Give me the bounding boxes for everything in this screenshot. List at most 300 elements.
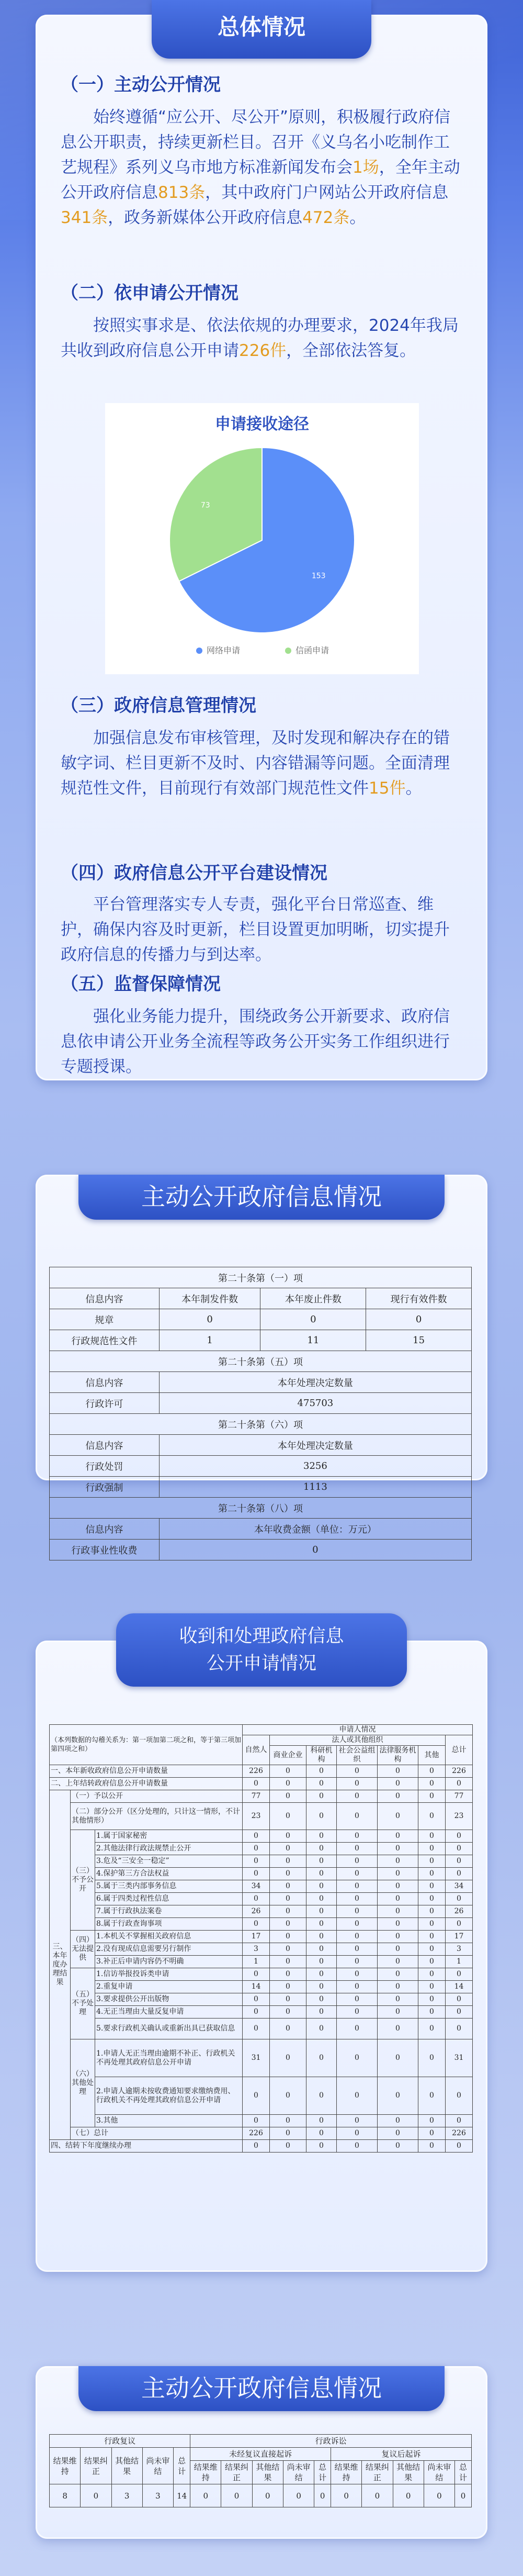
table-cell: 0 <box>378 1830 418 1843</box>
table-cell: 0 <box>337 2019 378 2039</box>
table-cell: 0 <box>446 1868 473 1880</box>
review-title-text: 主动公开政府信息情况 <box>141 2374 382 2402</box>
row-label: 6.属于四类过程性信息 <box>95 1893 243 1905</box>
row-label: 3.其他 <box>95 2115 243 2127</box>
table-cell: 0 <box>243 1868 270 1880</box>
legend-marker <box>196 648 202 654</box>
table-header: 社会公益组织 <box>337 1746 378 1765</box>
table-cell: 1 <box>446 1956 473 1968</box>
table-cell: 0 <box>418 1918 446 1931</box>
highlight-number: 813条 <box>158 183 206 202</box>
table-cell: 0 <box>337 1855 378 1868</box>
table-header: 法律服务机构 <box>378 1746 418 1765</box>
art20-8-header: 第二十条第（八）项 <box>50 1498 472 1519</box>
table-cell: 15 <box>366 1330 472 1351</box>
section-heading-3: （三）政府信息管理情况 <box>61 695 256 716</box>
table-cell: 1113 <box>159 1477 471 1498</box>
table-cell: 8 <box>50 2484 81 2507</box>
table-cell: 0 <box>270 2019 306 2039</box>
table-cell: 0 <box>418 1893 446 1905</box>
paragraph-text: 始终遵循“应公开、尽公开”原则，积极履行政府信息公开职责，持续更新栏目。召开《义乌名小吃制作工艺规程》系列义乌市地方标准新闻发布会 <box>61 108 451 177</box>
table-cell: 475703 <box>159 1393 471 1414</box>
table-cell: 0 <box>81 2484 111 2507</box>
row-label: 8.属于行政查询事项 <box>95 1918 243 1931</box>
row-label: （二）部分公开（区分处理的，只计这一情形，不计其他情形） <box>71 1803 243 1830</box>
table-cell: 0 <box>337 1956 378 1968</box>
table-row <box>50 1968 473 1981</box>
table-cell: 0 <box>378 2127 418 2140</box>
table-cell: 3 <box>243 1943 270 1956</box>
row-label: 四、结转下年度继续办理 <box>50 2140 243 2153</box>
table-cell: 0 <box>243 2077 270 2115</box>
table-row <box>50 1931 473 1943</box>
paragraph-text: 加强信息发布审核管理，及时发现和解决存在的错敏字词、栏目更新不及时、内容错漏等问题。全面清理规范性文件，目前现行有效部门规范性文件 <box>61 729 450 798</box>
table-cell: 23 <box>243 1803 270 1830</box>
table-cell: 0 <box>446 1993 473 2006</box>
section-heading-4: （四）政府信息公开平台建设情况 <box>61 863 327 884</box>
table-row <box>50 1981 473 1993</box>
table-cell: 226 <box>446 2127 473 2140</box>
row-label: 2.重复申请 <box>95 1981 243 1993</box>
table-cell: 0 <box>306 2127 337 2140</box>
table-cell: 0 <box>366 1309 472 1330</box>
highlight-number: 226件 <box>239 341 287 360</box>
paragraph-text: 按照实事求是、依法依规的办理要求，2024年我局共收到政府信息公开申请 <box>61 316 459 360</box>
table-cell: 77 <box>446 1790 473 1803</box>
table-row <box>50 1943 473 1956</box>
table-header: 商业企业 <box>270 1746 306 1765</box>
table-header: 现行有效件数 <box>366 1288 472 1309</box>
group-label: （四）无法提供 <box>71 1931 95 1968</box>
table-header: 信息内容 <box>50 1519 160 1540</box>
table-cell: 0 <box>270 2127 306 2140</box>
table-cell: 行政处罚 <box>50 1456 160 1477</box>
table-row <box>50 2019 473 2039</box>
table-cell: 0 <box>378 1956 418 1968</box>
paragraph-text: 强化业务能力提升，围绕政务公开新要求、政府信息依申请公开业务全流程等政务公开实务工作组织进行专题授课。 <box>61 1007 450 1076</box>
table-cell: 0 <box>446 2077 473 2115</box>
table-header: 本年废止件数 <box>260 1288 366 1309</box>
table-cell: 0 <box>418 2019 446 2039</box>
table-row <box>50 2127 473 2140</box>
table-cell: 0 <box>270 1968 306 1981</box>
table-cell: 0 <box>378 1905 418 1918</box>
table-header: 未经复议直接起诉 <box>190 2448 331 2461</box>
table-header: 其他 <box>418 1746 446 1765</box>
table-header: 其他结果 <box>111 2448 142 2484</box>
table-cell: 0 <box>378 1993 418 2006</box>
overview-panel <box>36 15 487 1080</box>
row-label: 4.保护第三方合法权益 <box>95 1868 243 1880</box>
table-cell: 0 <box>378 2019 418 2039</box>
table-cell: 0 <box>270 2140 306 2153</box>
table-cell: 31 <box>243 2039 270 2077</box>
review-title <box>78 2366 445 2411</box>
row-label: 2.没有现成信息需要另行制作 <box>95 1943 243 1956</box>
table-cell: 0 <box>418 2115 446 2127</box>
table-cell: 3 <box>111 2484 142 2507</box>
table-cell: 0 <box>270 1905 306 1918</box>
table-row <box>50 1843 473 1855</box>
proactive-table <box>49 1267 472 1560</box>
table-cell: 0 <box>337 1893 378 1905</box>
row-label: 7.属于行政执法案卷 <box>95 1905 243 1918</box>
table-cell: 0 <box>243 2115 270 2127</box>
table-cell: 0 <box>306 2039 337 2077</box>
table-cell: 0 <box>337 2039 378 2077</box>
table-cell: 0 <box>306 1843 337 1855</box>
table-cell: 0 <box>283 2484 314 2507</box>
table-cell: 0 <box>378 1893 418 1905</box>
row-label: 1.信访举报投诉类申请 <box>95 1968 243 1981</box>
art20-5-header: 第二十条第（五）项 <box>50 1351 472 1372</box>
table-cell: 0 <box>378 2115 418 2127</box>
table-cell: 0 <box>378 1981 418 1993</box>
table-header: 其他结果 <box>393 2461 424 2484</box>
row-label: 5.要求行政机关确认或重新出具已获取信息 <box>95 2019 243 2039</box>
row-label: 2.其他法律行政法规禁止公开 <box>95 1843 243 1855</box>
table-cell: 0 <box>306 2019 337 2039</box>
table-cell: 0 <box>243 2006 270 2019</box>
highlight-number: 15件 <box>369 779 406 798</box>
table-cell: 0 <box>418 2077 446 2115</box>
table-cell: 0 <box>270 1765 306 1778</box>
highlight-number: 341条 <box>61 208 108 227</box>
legend-label: 信函申请 <box>295 645 329 655</box>
table-cell: 0 <box>243 1843 270 1855</box>
table-cell: 3 <box>142 2484 173 2507</box>
overview-title <box>152 0 371 59</box>
table-cell: 0 <box>159 1309 260 1330</box>
proactive-title <box>78 1175 445 1220</box>
paragraph-text: ，政务新媒体公开政府信息 <box>108 208 303 227</box>
table-cell: 0 <box>337 2006 378 2019</box>
art20-1-header: 第二十条第（一）项 <box>50 1267 472 1288</box>
table-cell: 26 <box>243 1905 270 1918</box>
table-cell: 0 <box>446 1968 473 1981</box>
table-cell: 0 <box>378 1943 418 1956</box>
table-cell: 0 <box>270 1931 306 1943</box>
table-cell: 0 <box>270 1778 306 1790</box>
pie-chart <box>105 403 419 674</box>
row-label: 一、本年新收政府信息公开申请数量 <box>50 1765 243 1778</box>
table-cell: 0 <box>243 2140 270 2153</box>
row-label: 5.属于三类内部事务信息 <box>95 1880 243 1893</box>
row-label: 二、上年结转政府信息公开申请数量 <box>50 1778 243 1790</box>
table-cell: 3256 <box>159 1456 471 1477</box>
table-cell: 0 <box>418 1803 446 1830</box>
table-header: 本年处理决定数量 <box>159 1435 471 1456</box>
table-cell: 0 <box>418 1931 446 1943</box>
row-label: 1.本机关不掌握相关政府信息 <box>95 1931 243 1943</box>
table-cell: 0 <box>378 2077 418 2115</box>
table-cell: 1 <box>159 1330 260 1351</box>
table-cell: 0 <box>418 1943 446 1956</box>
group-label: （五）不予处理 <box>71 1968 95 2039</box>
paragraph-text: ，其中政府门户网站公开政府信息 <box>205 183 449 202</box>
table-cell: 0 <box>378 1868 418 1880</box>
table-cell: 0 <box>378 2039 418 2077</box>
group-label: （三）不予公开 <box>71 1830 95 1931</box>
art20-6-header: 第二十条第（六）项 <box>50 1414 472 1435</box>
section-heading-2: （二）依申请公开情况 <box>61 283 238 304</box>
table-cell: 0 <box>306 1855 337 1868</box>
row-label: 3.补正后申请内容仍不明确 <box>95 1956 243 1968</box>
table-row <box>50 1956 473 1968</box>
table-cell: 1 <box>243 1956 270 1968</box>
table-header: 自然人 <box>243 1735 270 1765</box>
row-label: 3.危及“三安全一稳定” <box>95 1855 243 1868</box>
table-cell: 0 <box>393 2484 424 2507</box>
table-cell: 0 <box>378 1778 418 1790</box>
table-header: 本年制发件数 <box>159 1288 260 1309</box>
table-cell: 0 <box>337 1968 378 1981</box>
table-header: 总计 <box>446 1735 473 1765</box>
table-cell: 0 <box>337 1918 378 1931</box>
table-row <box>50 1803 473 1830</box>
pie-chart-card <box>105 403 419 674</box>
table-cell: 0 <box>446 1893 473 1905</box>
table-cell: 0 <box>260 1309 366 1330</box>
table-cell: 0 <box>270 1956 306 1968</box>
section-body-3 <box>61 726 464 801</box>
table-cell: 0 <box>243 2019 270 2039</box>
table-header: 科研机构 <box>306 1746 337 1765</box>
table-header: 本年处理决定数量 <box>159 1372 471 1393</box>
table-cell: 0 <box>221 2484 252 2507</box>
section-heading-1: （一）主动公开情况 <box>61 74 221 95</box>
row-label: （七）总计 <box>71 2127 243 2140</box>
table-header: 结果纠正 <box>221 2461 252 2484</box>
table-header: 尚未审结 <box>424 2461 454 2484</box>
table-header: 总计 <box>455 2461 472 2484</box>
table-cell: 0 <box>378 1931 418 1943</box>
table-cell: 0 <box>243 1855 270 1868</box>
table-cell: 0 <box>306 1943 337 1956</box>
table-cell: 226 <box>446 1765 473 1778</box>
table-cell: 0 <box>446 1918 473 1931</box>
table-cell: 14 <box>446 1981 473 1993</box>
table-cell: 0 <box>306 1993 337 2006</box>
table-cell: 0 <box>306 2140 337 2153</box>
table-cell: 0 <box>243 1893 270 1905</box>
table-cell: 0 <box>306 1956 337 1968</box>
table-row <box>50 1778 473 1790</box>
table-header: 结果维持 <box>331 2461 361 2484</box>
table-cell: 0 <box>306 1830 337 1843</box>
table-row <box>50 2039 473 2077</box>
table-cell: 0 <box>270 2115 306 2127</box>
table-cell: 0 <box>159 1540 471 1560</box>
table-cell: 0 <box>337 1931 378 1943</box>
table-cell: 0 <box>418 1993 446 2006</box>
table-cell: 0 <box>418 2006 446 2019</box>
table-cell: 0 <box>337 1905 378 1918</box>
table-cell: 0 <box>418 1830 446 1843</box>
table-cell: 0 <box>243 1993 270 2006</box>
table-header: 申请人情况 <box>243 1725 473 1735</box>
row-label: 4.无正当理由大量反复申请 <box>95 2006 243 2019</box>
table-cell: 0 <box>378 2140 418 2153</box>
table-cell: 0 <box>418 1956 446 1968</box>
table-cell: 17 <box>446 1931 473 1943</box>
table-cell: 0 <box>378 1790 418 1803</box>
table-cell: 0 <box>378 1880 418 1893</box>
table-cell: 0 <box>418 2039 446 2077</box>
table-cell: 0 <box>446 1855 473 1868</box>
table-cell: 0 <box>378 2006 418 2019</box>
table-cell: 0 <box>337 2140 378 2153</box>
table-cell: 0 <box>424 2484 454 2507</box>
table-cell: 0 <box>306 1790 337 1803</box>
legend-label: 网络申请 <box>207 645 241 655</box>
table-row <box>50 1993 473 2006</box>
paragraph-text: 。 <box>349 208 366 227</box>
table-cell: 0 <box>337 1830 378 1843</box>
table-cell: 0 <box>418 1855 446 1868</box>
table-cell: 0 <box>243 1830 270 1843</box>
table-cell: 0 <box>270 1830 306 1843</box>
table-cell: 0 <box>314 2484 331 2507</box>
table-cell: 0 <box>418 1778 446 1790</box>
table-cell: 0 <box>270 1918 306 1931</box>
table-row <box>50 1830 473 1843</box>
table-cell: 0 <box>243 1778 270 1790</box>
table-cell: 0 <box>337 1880 378 1893</box>
table-cell: 0 <box>270 2077 306 2115</box>
table-cell: 0 <box>306 1803 337 1830</box>
table-cell: 0 <box>418 1981 446 1993</box>
row-label: 1.属于国家秘密 <box>95 1830 243 1843</box>
paragraph-text: ，全部依法答复。 <box>286 341 416 360</box>
table-header: 行政复议 <box>50 2435 190 2448</box>
table-cell: 0 <box>337 2115 378 2127</box>
table-cell: 0 <box>446 1778 473 1790</box>
pie-data-label: 153 <box>311 572 326 581</box>
table-cell: 0 <box>190 2484 221 2507</box>
requests-table <box>49 1724 473 2153</box>
table-cell: 0 <box>418 1880 446 1893</box>
table-cell: 0 <box>270 2039 306 2077</box>
table-cell: 0 <box>378 1968 418 1981</box>
table-header: 信息内容 <box>50 1435 160 1456</box>
table-row <box>50 2006 473 2019</box>
table-cell: 34 <box>243 1880 270 1893</box>
table-cell: 14 <box>243 1981 270 1993</box>
table-cell: 0 <box>270 1993 306 2006</box>
row-label: 2.申请人逾期未按收费通知要求缴纳费用、行政机关不再处理其政府信息公开申请 <box>95 2077 243 2115</box>
table-header: 本年收费金额（单位：万元） <box>159 1519 471 1540</box>
table-cell: 0 <box>306 1981 337 1993</box>
paragraph-text: 。 <box>405 779 422 798</box>
table-cell: 3 <box>446 1943 473 1956</box>
table-header: 信息内容 <box>50 1372 160 1393</box>
table-cell: 0 <box>378 1843 418 1855</box>
table-cell: 226 <box>243 2127 270 2140</box>
table-cell: 0 <box>446 2115 473 2127</box>
table-cell: 0 <box>418 1765 446 1778</box>
section-label: 三、本年度办理结果 <box>50 1790 71 2140</box>
table-cell: 0 <box>306 1880 337 1893</box>
table-cell: 0 <box>337 2077 378 2115</box>
table-header: 尚未审结 <box>142 2448 173 2484</box>
table-cell: 规章 <box>50 1309 160 1330</box>
table-cell: 0 <box>455 2484 472 2507</box>
table-cell: 0 <box>337 2127 378 2140</box>
section-body-1 <box>61 105 464 230</box>
table-cell: 0 <box>418 1843 446 1855</box>
table-cell: 0 <box>270 1843 306 1855</box>
chart-title: 申请接收途径 <box>215 415 309 433</box>
table-cell: 0 <box>270 1855 306 1868</box>
table-cell: 0 <box>306 2115 337 2127</box>
table-row <box>50 1868 473 1880</box>
overview-title-text: 总体情况 <box>217 14 305 40</box>
highlight-number: 472条 <box>302 208 350 227</box>
table-cell: 0 <box>418 2140 446 2153</box>
table-cell: 0 <box>270 2006 306 2019</box>
table-cell: 0 <box>378 1803 418 1830</box>
table-cell: 0 <box>337 1981 378 1993</box>
table-cell: 0 <box>337 1790 378 1803</box>
table-cell: 0 <box>446 1830 473 1843</box>
table-row <box>50 1905 473 1918</box>
table-cell: 0 <box>446 2019 473 2039</box>
table-cell: 0 <box>270 1790 306 1803</box>
table-cell: 0 <box>337 1943 378 1956</box>
table-cell: 226 <box>243 1765 270 1778</box>
table-cell: 0 <box>337 1778 378 1790</box>
table-cell: 0 <box>418 1868 446 1880</box>
section-heading-5: （五）监督保障情况 <box>61 974 221 995</box>
table-cell: 0 <box>418 1968 446 1981</box>
table-header: 结果纠正 <box>81 2448 111 2484</box>
table-cell: 0 <box>337 1993 378 2006</box>
table-header: 结果纠正 <box>362 2461 393 2484</box>
table-header: 尚未审结 <box>283 2461 314 2484</box>
table-cell: 0 <box>446 2006 473 2019</box>
table-row <box>50 1765 473 1778</box>
table-header: 结果维持 <box>190 2461 221 2484</box>
table-corner: （本列数据的勾稽关系为：第一项加第二项之和，等于第三项加第四项之和） <box>50 1725 243 1765</box>
table-cell: 77 <box>243 1790 270 1803</box>
review-table <box>49 2434 472 2507</box>
table-row <box>50 2115 473 2127</box>
proactive-title-text: 主动公开政府信息情况 <box>141 1183 382 1211</box>
table-cell: 17 <box>243 1931 270 1943</box>
table-cell: 0 <box>270 1893 306 1905</box>
table-cell: 0 <box>418 2127 446 2140</box>
table-cell: 0 <box>270 1943 306 1956</box>
table-cell: 行政事业性收费 <box>50 1540 160 1560</box>
table-header: 复议后起诉 <box>331 2448 471 2461</box>
table-header: 结果维持 <box>50 2448 81 2484</box>
table-cell: 0 <box>378 1765 418 1778</box>
table-cell: 0 <box>306 1905 337 1918</box>
table-row <box>50 2140 473 2153</box>
table-cell: 0 <box>306 1893 337 1905</box>
table-cell: 0 <box>378 1918 418 1931</box>
requests-title <box>116 1613 407 1687</box>
table-cell: 0 <box>418 1790 446 1803</box>
table-row <box>50 1918 473 1931</box>
table-cell: 0 <box>362 2484 393 2507</box>
paragraph-text: ，全年主动公开政府信息 <box>61 158 460 202</box>
table-cell: 0 <box>446 2140 473 2153</box>
pie-data-label: 73 <box>200 501 210 510</box>
table-cell: 0 <box>337 1765 378 1778</box>
table-row <box>50 2077 473 2115</box>
